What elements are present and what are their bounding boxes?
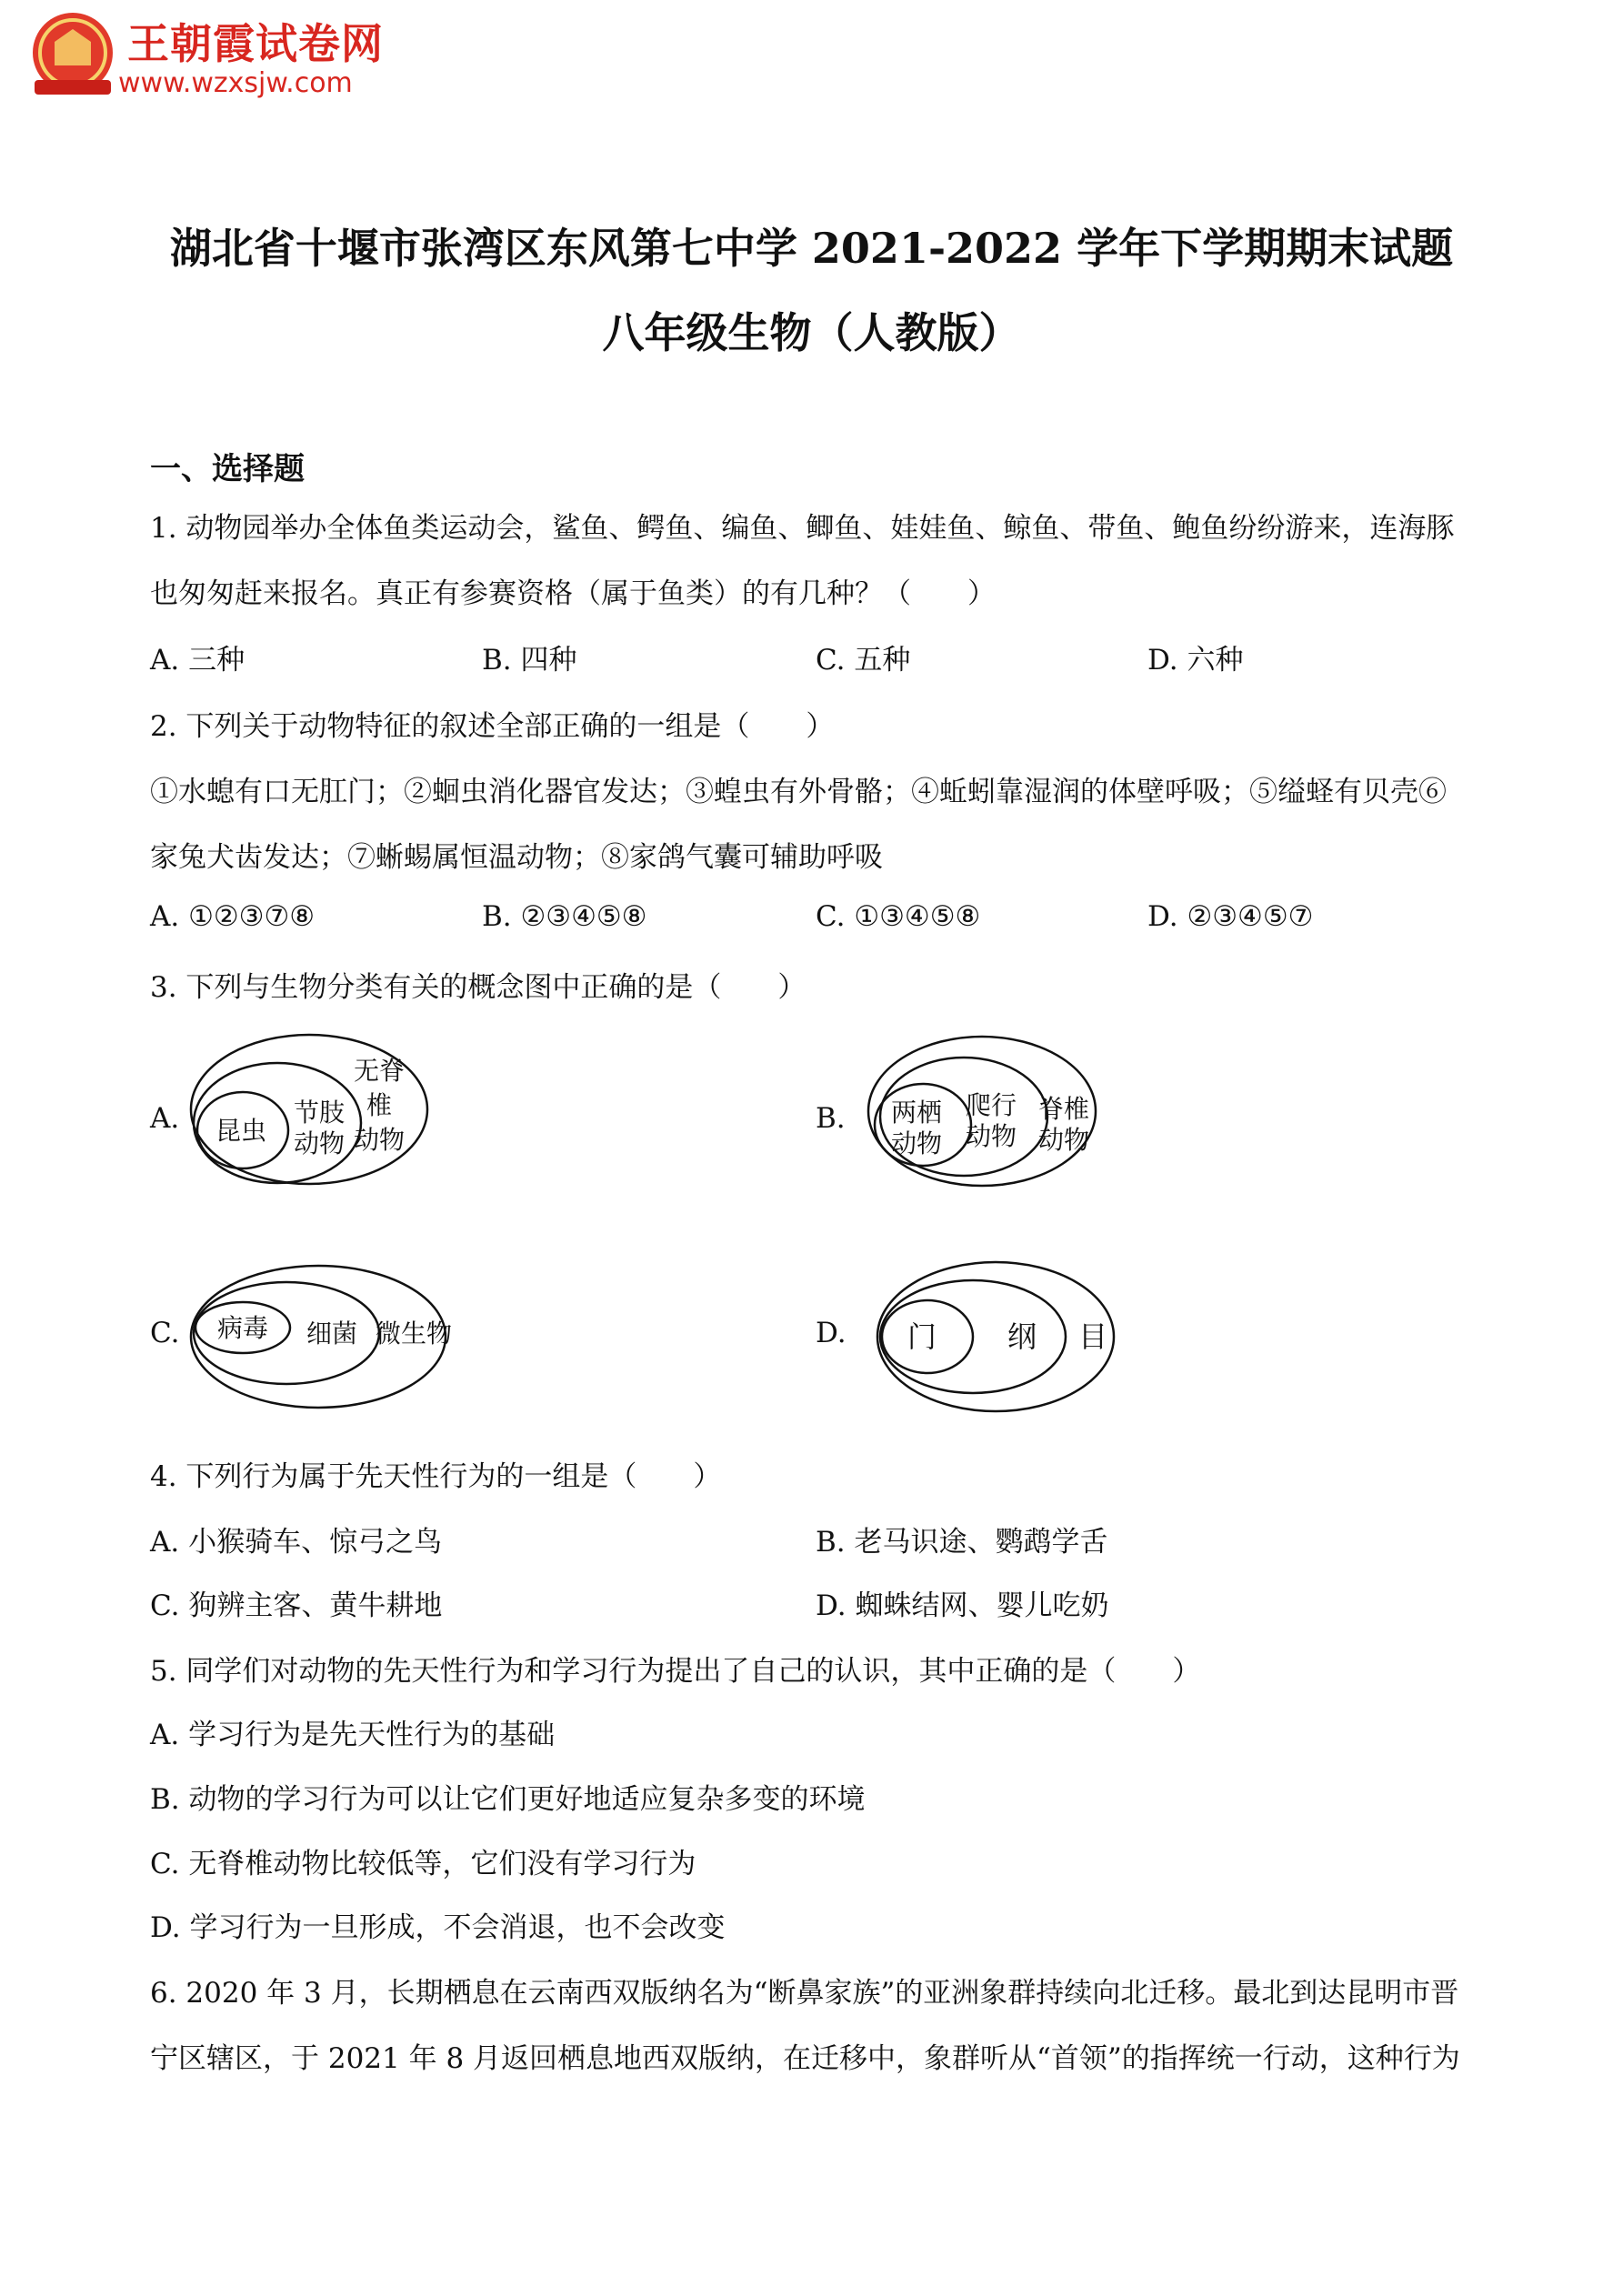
q1-option-a: A. 三种: [150, 644, 245, 677]
q4-option-d: D. 蜘蛛结网、婴儿吃奶: [816, 1589, 1109, 1622]
q3-option-d-label: D.: [816, 1317, 847, 1349]
diagram-b-mid-1: 爬行: [966, 1090, 1017, 1120]
question-2-text-cont: ①水螅有口无肛门；②蛔虫消化器官发达；③蝗虫有外骨骼；④蚯蚓靠湿润的体壁呼吸；⑤缢蛏有贝壳⑥: [150, 776, 1447, 808]
question-1-text-cont: 也匆匆赶来报名。真正有参赛资格（属于鱼类）的有几种？（ ）: [150, 577, 996, 610]
question-3-text: 3. 下列与生物分类有关的概念图中正确的是（ ）: [150, 971, 806, 1004]
diagram-a-outer-3: 动物: [354, 1125, 406, 1155]
diagram-c-inner: 病毒: [217, 1313, 269, 1343]
diagram-d-outer: 目: [1078, 1319, 1108, 1354]
question-6-text: 6. 2020 年 3 月，长期栖息在云南西双版纳名为“断鼻家族”的亚洲象群持续向北迁移。最北到达昆明市晋: [150, 1977, 1459, 2010]
q3-diagram-b: [864, 1023, 1109, 1196]
q2-option-a: A. ①②③⑦⑧: [150, 900, 316, 933]
q4-option-a: A. 小猴骑车、惊弓之鸟: [150, 1526, 443, 1559]
q5-option-c: C. 无脊椎动物比较低等，它们没有学习行为: [150, 1848, 696, 1880]
diagram-c-outer: 微生物: [376, 1318, 453, 1349]
site-url[interactable]: www.wzxsjw.com: [118, 67, 353, 99]
page-subtitle: 八年级生物（人教版）: [602, 308, 1021, 357]
diagram-a-outer-2: 椎: [366, 1090, 393, 1120]
diagram-a-inner: 昆虫: [215, 1116, 267, 1146]
diagram-d-mid: 纲: [1007, 1319, 1037, 1354]
diagram-a-mid-2: 动物: [294, 1128, 346, 1158]
question-1-text: 1. 动物园举办全体鱼类运动会，鲨鱼、鳄鱼、编鱼、鲫鱼、娃娃鱼、鲸鱼、带鱼、鲍鱼纷纷游来，连海豚: [150, 512, 1455, 545]
question-2-text: 2. 下列关于动物特征的叙述全部正确的一组是（ ）: [150, 710, 835, 743]
q5-option-b: B. 动物的学习行为可以让它们更好地适应复杂多变的环境: [150, 1783, 866, 1816]
q3-diagram-a: [186, 1023, 441, 1196]
question-5-text: 5. 同学们对动物的先天性行为和学习行为提出了自己的认识，其中正确的是（ ）: [150, 1655, 1201, 1688]
q3-option-c-label: C.: [150, 1317, 180, 1349]
q3-diagram-d: [873, 1250, 1127, 1423]
site-logo: [27, 7, 409, 107]
q3-option-b-label: B.: [816, 1102, 846, 1135]
question-4-text: 4. 下列行为属于先天性行为的一组是（ ）: [150, 1460, 722, 1493]
question-6-text-cont: 宁区辖区，于 2021 年 8 月返回栖息地西双版纳，在迁移中，象群听从“首领”的指挥统一行动，这种行为: [150, 2042, 1460, 2075]
diagram-b-inner-1: 两栖: [891, 1098, 943, 1128]
diagram-b-outer-1: 脊椎: [1038, 1094, 1090, 1124]
q5-option-a: A. 学习行为是先天性行为的基础: [150, 1719, 556, 1751]
q4-option-c: C. 狗辨主客、黄牛耕地: [150, 1589, 443, 1622]
diagram-d-inner: 门: [907, 1319, 937, 1354]
section-heading: 一、选择题: [150, 451, 305, 487]
q2-option-c: C. ①③④⑤⑧: [816, 900, 981, 933]
diagram-b-mid-2: 动物: [966, 1121, 1017, 1151]
q3-option-a-label: A.: [150, 1102, 180, 1135]
q1-option-d: D. 六种: [1147, 644, 1244, 677]
q5-option-d: D. 学习行为一旦形成，不会消退，也不会改变: [150, 1911, 726, 1944]
q2-option-d: D. ②③④⑤⑦: [1147, 900, 1314, 933]
diagram-c-mid: 细菌: [306, 1318, 358, 1349]
diagram-a-mid-1: 节肢: [294, 1098, 346, 1128]
diagram-b-outer-2: 动物: [1038, 1125, 1090, 1155]
q4-option-b: B. 老马识途、鹦鹉学舌: [816, 1526, 1108, 1559]
q2-option-b: B. ②③④⑤⑧: [482, 900, 647, 933]
q1-option-c: C. 五种: [816, 644, 911, 677]
brand-name: 王朝霞试卷网: [127, 19, 384, 68]
diagram-b-inner-2: 动物: [891, 1128, 943, 1158]
question-2-text-cont2: 家兔犬齿发达；⑦蜥蜴属恒温动物；⑧家鸽气囊可辅助呼吸: [150, 841, 883, 874]
page-title: 湖北省十堰市张湾区东风第七中学 2021-2022 学年下学期期末试题: [169, 224, 1454, 273]
q1-option-b: B. 四种: [482, 644, 577, 677]
seal-icon: [27, 9, 118, 100]
q3-diagram-c: [186, 1255, 459, 1419]
diagram-a-outer-1: 无脊: [354, 1056, 406, 1086]
